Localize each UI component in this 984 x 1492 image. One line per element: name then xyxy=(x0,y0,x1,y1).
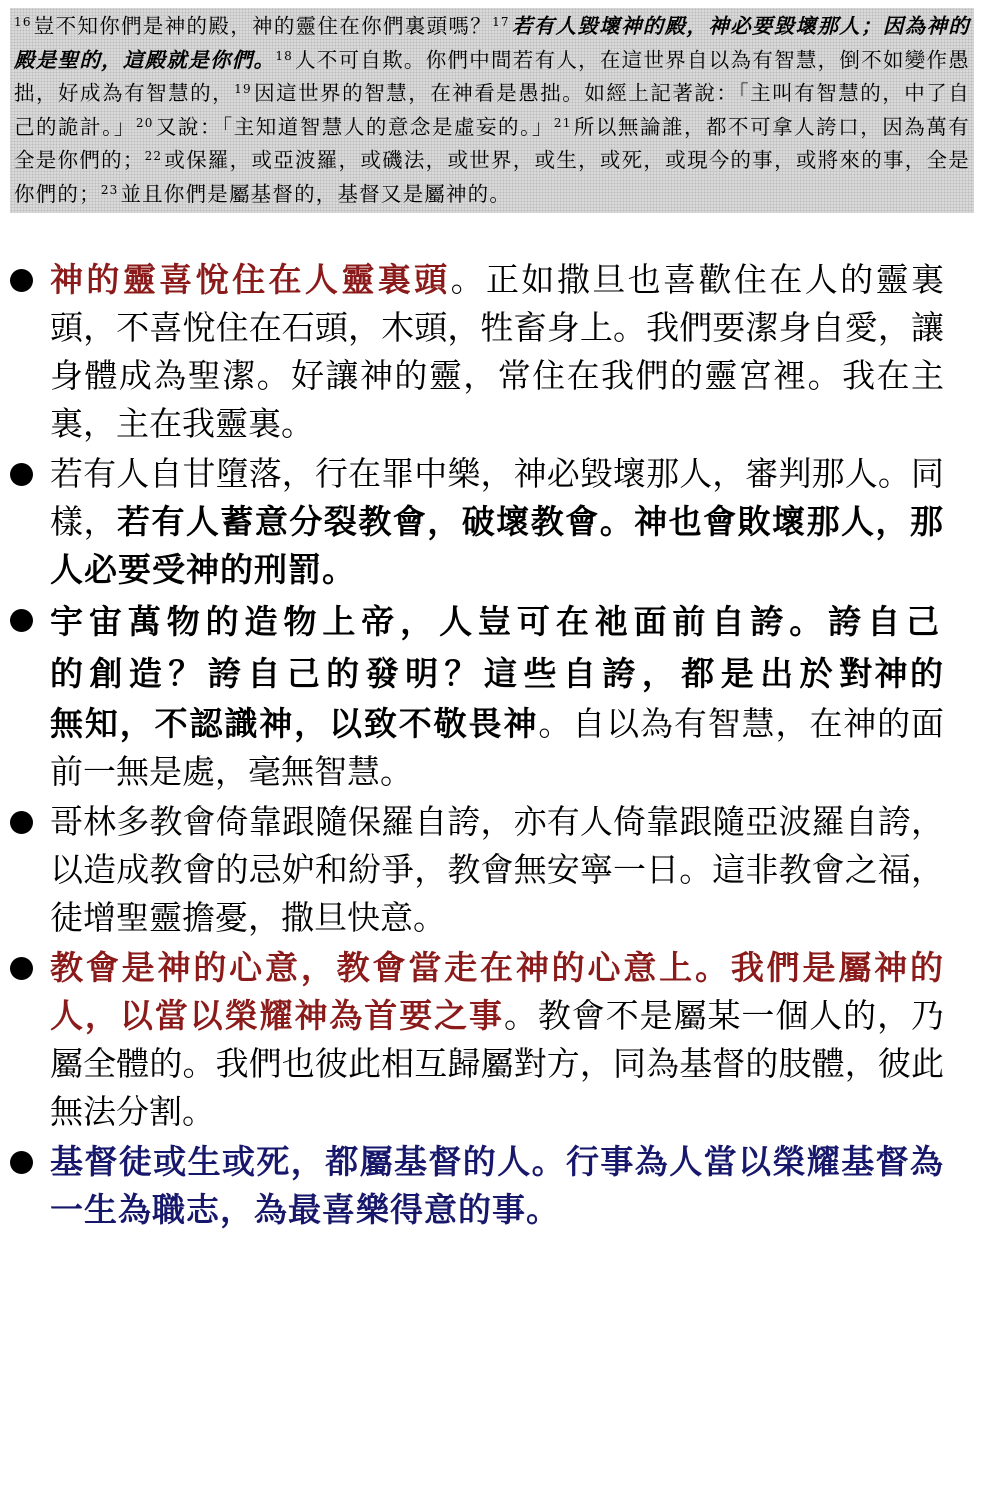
bullet-icon xyxy=(10,609,33,632)
bullet-text: 。正如撒旦也喜歡住在人的靈裏頭，不喜悅住在石頭，木頭，牲畜身上。我們要潔身自愛，讓身體成為聖潔。好讓神的靈，常住在我們的靈宮裡。我在主裏，主在我靈裏。 xyxy=(50,260,945,443)
verse-number: 19 xyxy=(234,82,252,96)
bullet-text: 。自以為有智慧，在神的面前一無是處，毫無智慧。 xyxy=(50,704,945,791)
verse-number: 20 xyxy=(135,115,154,130)
verse-text: 因這世界的智慧，在神看是愚拙。如經上記著說：「主叫有智慧的，中了自己的詭計。」 xyxy=(14,81,970,139)
bullet-icon xyxy=(10,957,33,980)
list-item xyxy=(0,596,984,796)
verse-text: 又說：「主知道智慧人的意念是虛妄的。」 xyxy=(155,114,554,139)
bullet-icon xyxy=(10,463,33,486)
verse-number: 18 xyxy=(275,48,293,63)
bullet-icon xyxy=(10,269,33,292)
verse-text: 人不可自欺。你們中間若有人，在這世界自以為有智慧，倒不如變作愚拙，好成為有智慧的， xyxy=(14,47,971,105)
verse-text-emphasized: 若有人毀壞神的殿，神必要毀壞那人；因為神的殿是聖的，這殿就是你們。 xyxy=(14,14,970,72)
verse-number: 22 xyxy=(144,149,163,163)
bullet-text-calligraphy: 宇宙萬物的造物上帝，人豈可在祂面前自誇。誇自己的創造？誇自己的發明？這些自誇，都是出於 xyxy=(50,602,944,693)
commentary-list xyxy=(0,256,984,1236)
verse-text: 並且你們是屬基督的，基督又是屬神的。 xyxy=(120,181,512,206)
verse-number: 21 xyxy=(553,115,572,130)
verse-number: 16 xyxy=(14,15,32,29)
emphasis-bold: 若有人蓄意分裂教會，破壞教會。神也會敗壞那人，那人必要受神的刑罰。 xyxy=(50,502,945,589)
list-item xyxy=(0,256,984,448)
list-item xyxy=(0,944,984,1136)
emphasis-blue: 基督徒或生或死，都屬基督的人。行事為人當以榮耀基督為一生為職志，為最喜樂得意的事。 xyxy=(50,1142,944,1229)
verse-text: 豈不知你們是神的殿，神的靈住在你們裏頭嗎？ xyxy=(33,14,493,38)
emphasis-red: 神的靈喜悅住在人靈裏頭 xyxy=(50,260,451,299)
bullet-icon xyxy=(10,1151,33,1174)
list-item xyxy=(0,450,984,594)
emphasis-red: 教會是神的心意，教會當走在神的心意上。我們是屬神的人，以當以榮耀神為首要之事 xyxy=(50,948,944,1035)
verse-number: 23 xyxy=(100,182,119,197)
bullet-text: 。教會不是屬某一個人的，乃屬全體的。我們也彼此相互歸屬對方，同為基督的肢體，彼此無法分割。 xyxy=(50,996,945,1131)
bullet-text: 若有人自甘墮落，行在罪中樂，神必毀壞那人，審判那人。同樣， xyxy=(50,454,944,541)
bullet-icon xyxy=(10,811,33,834)
verse-text: 所以無論誰，都不可拿人誇口，因為萬有全是你們的； xyxy=(14,114,970,172)
scripture-passage xyxy=(10,8,974,213)
list-item xyxy=(0,1138,984,1234)
list-item xyxy=(0,798,984,942)
verse-text: 或保羅，或亞波羅，或磯法，或世界，或生，或死，或現今的事，或將來的事，全是你們的； xyxy=(14,148,970,206)
verse-number: 17 xyxy=(492,15,510,29)
bullet-text: 哥林多教會倚靠跟隨保羅自誇，亦有人倚靠跟隨亞波羅自誇，以造成教會的忌妒和紛爭，教會無安寧一日。這非教會之福，徒增聖靈擔憂，撒旦快意。 xyxy=(50,802,944,937)
emphasis-bold: 對神的無知，不認識神，以致不敬畏神 xyxy=(50,654,945,743)
